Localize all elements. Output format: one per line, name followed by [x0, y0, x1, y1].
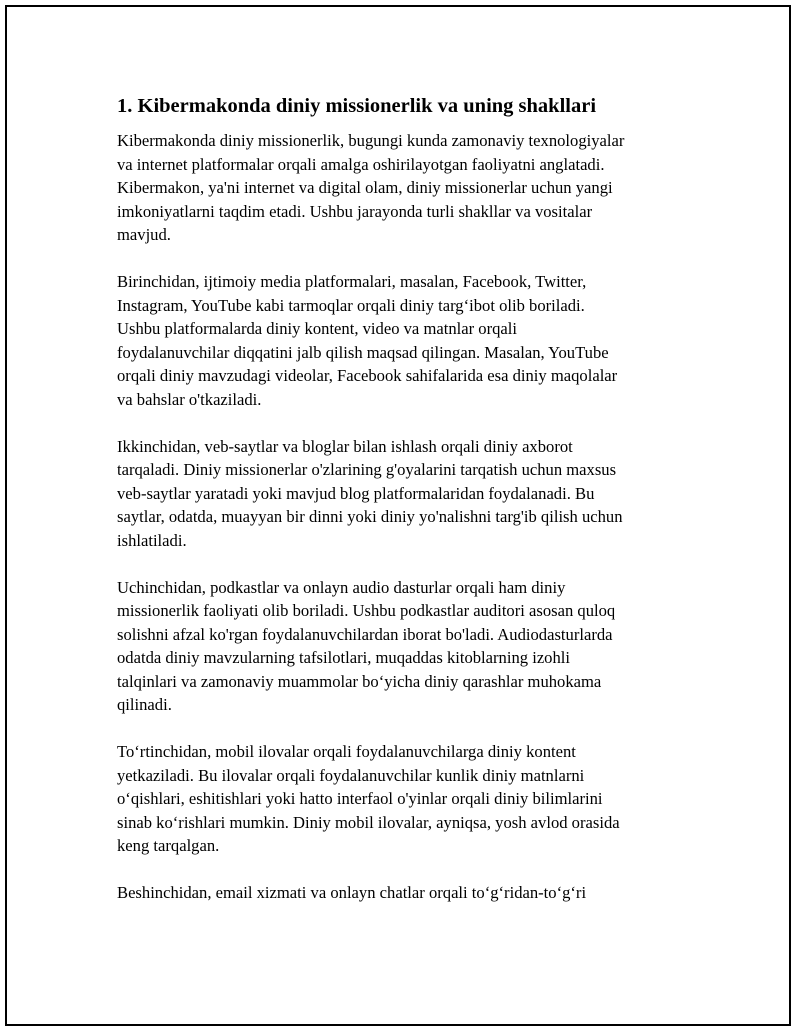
text-line: va internet platformalar orqali amalga oshirilayotgan faoliyatni anglatadi.	[117, 154, 605, 174]
text-line: saytlar, odatda, muayyan bir dinni yoki diniy yo'nalishni targ'ib qilish uchun	[117, 507, 623, 526]
text-line: Birinchidan, ijtimoiy media platformalari, masalan, Facebook, Twitter,	[117, 272, 587, 291]
text-line: Ikkinchidan, veb-saytlar va bloglar bilan ishlash orqali diniy axborot	[117, 436, 573, 456]
text-line: Kibermakon, ya'ni internet va digital olam, diniy missionerlar uchun yangi	[117, 178, 613, 197]
text-line: va bahslar o'tkaziladi.	[117, 389, 262, 409]
text-line: Ushbu platformalarda diniy kontent, video va matnlar orqali	[117, 319, 517, 338]
paragraph-second	[117, 435, 687, 553]
text-line: To‘rtinchidan, mobil ilovalar orqali foydalanuvchilarga diniy kontent	[117, 742, 576, 761]
text-line: solishni afzal ko'rgan foydalanuvchilardan iborat bo'ladi. Audiodasturlarda	[117, 624, 613, 644]
paragraph-fifth	[117, 881, 687, 905]
text-line: veb-saytlar yaratadi yoki mavjud blog platformalaridan foydalanadi. Bu	[117, 483, 595, 503]
text-line: Instagram, YouTube kabi tarmoqlar orqali diniy targ‘ibot olib boriladi.	[117, 295, 585, 315]
text-line: sinab ko‘rishlari mumkin. Diniy mobil ilovalar, ayniqsa, yosh avlod orasida	[117, 812, 620, 832]
text-line: odatda diniy mavzularning tafsilotlari, muqaddas kitoblarning izohli	[117, 648, 570, 667]
section-heading: 1. Kibermakonda diniy missionerlik va uning shakllari	[117, 95, 597, 117]
text-line: foydalanuvchilar diqqatini jalb qilish maqsad qilingan. Masalan, YouTube	[117, 342, 609, 362]
text-line: missionerlik faoliyati olib boriladi. Ushbu podkastlar auditori asosan quloq	[117, 601, 616, 620]
paragraph-third	[117, 576, 687, 717]
paragraph-intro	[117, 129, 687, 247]
text-line: yetkaziladi. Bu ilovalar orqali foydalanuvchilar kunlik diniy matnlarni	[117, 765, 585, 785]
text-line: o‘qishlari, eshitishlari yoki hatto interfaol o'yinlar orqali diniy bilimlarini	[117, 789, 603, 808]
text-line: qilinadi.	[117, 695, 172, 714]
text-line: Uchinchidan, podkastlar va onlayn audio dasturlar orqali ham diniy	[117, 577, 566, 597]
text-line: imkoniyatlarni taqdim etadi. Ushbu jarayonda turli shakllar va vositalar	[117, 201, 593, 221]
text-line: Beshinchidan, email xizmati va onlayn chatlar orqali to‘g‘ridan-to‘g‘ri	[117, 883, 587, 902]
paragraph-first	[117, 270, 687, 411]
text-line: talqinlari va zamonaviy muammolar bo‘yicha diniy qarashlar muhokama	[117, 671, 602, 691]
text-line: ishlatiladi.	[117, 530, 187, 550]
text-line: mavjud.	[117, 225, 171, 244]
text-line: orqali diniy mavzudagi videolar, Facebook sahifalarida esa diniy maqolalar	[117, 366, 618, 385]
text-line: Kibermakonda diniy missionerlik, bugungi kunda zamonaviy texnologiyalar	[117, 131, 625, 150]
text-line: tarqaladi. Diniy missionerlar o'zlarining g'oyalarini tarqatish uchun maxsus	[117, 460, 617, 479]
text-line: keng tarqalgan.	[117, 836, 220, 855]
document-body	[117, 93, 687, 928]
paragraph-fourth	[117, 740, 687, 858]
